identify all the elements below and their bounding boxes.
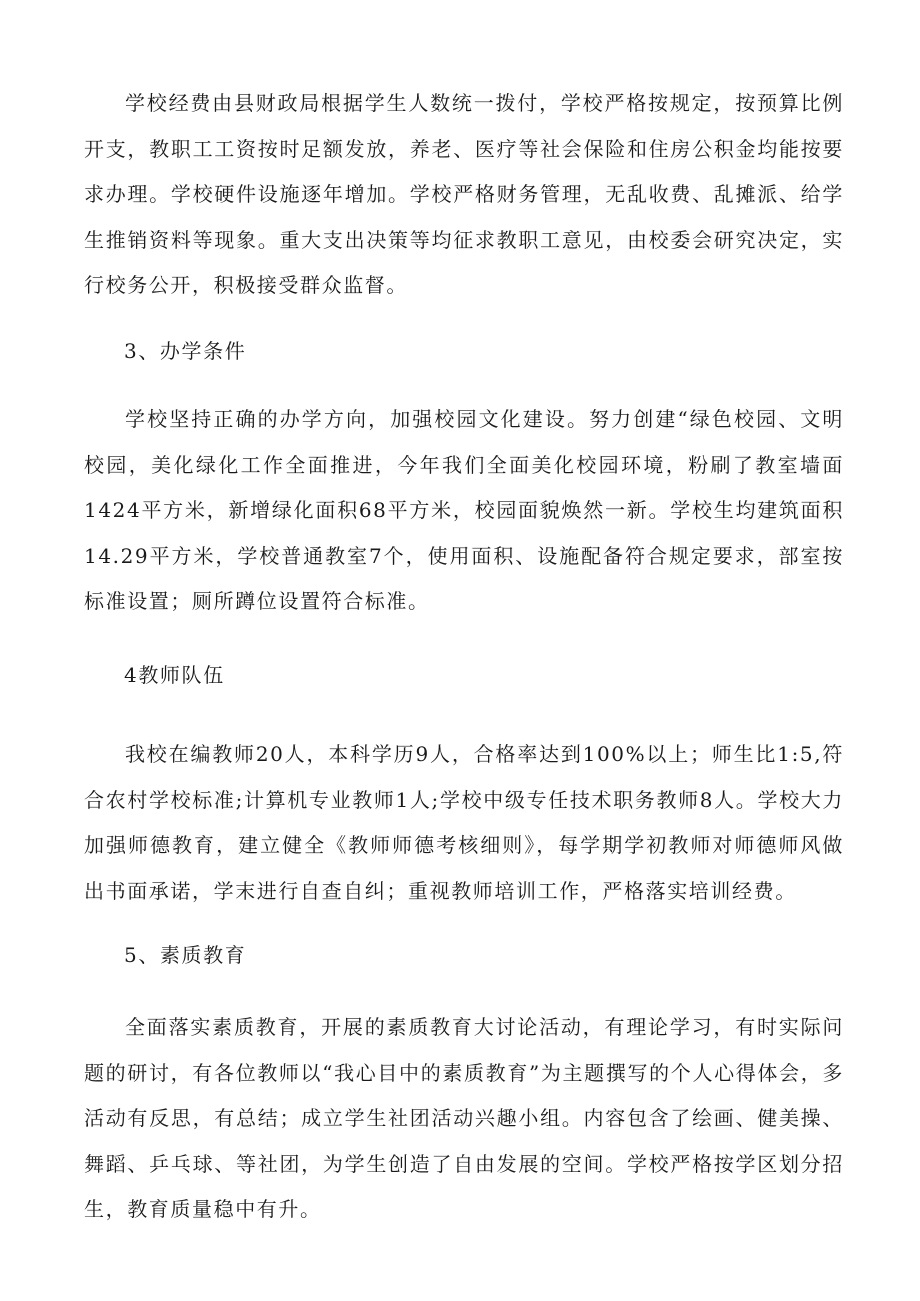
section-heading-quality: 5、素质教育	[124, 943, 247, 967]
paragraph-teachers: 我校在编教师20人，本科学历9人，合格率达到100%以上；师生比1:5,符合农村学校标准;计算机专业教师1人;学校中级专任技术职务教师8人。学校大力加强师德教育，建立健全《教师师德考核细则》，每学期学初教师对师德师风做出书面承诺，学末进行自查自纠；重视教师培训工作，严格落实培训经费。	[84, 742, 844, 903]
paragraph-conditions: 学校坚持正确的办学方向，加强校园文化建设。努力创建“绿色校园、文明校园，美化绿化工作全面推进，今年我们全面美化校园环境，粉刷了教室墙面1424平方米，新增绿化面积68平方米，校园面貌焕然一新。学校生均建筑面积14.29平方米，学校普通教室7个，使用面积、设施配备符合规定要求，部室按标准设置；厕所蹲位设置符合标准。	[84, 407, 844, 613]
section-heading-conditions: 3、办学条件	[124, 339, 247, 363]
section-heading-teachers: 4教师队伍	[124, 663, 225, 687]
paragraph-funding: 学校经费由县财政局根据学生人数统一拨付，学校严格按规定，按预算比例开支，教职工工资按时足额发放，养老、医疗等社会保险和住房公积金均能按要求办理。学校硬件设施逐年增加。学校严格财务管理，无乱收费、乱摊派、给学生推销资料等现象。重大支出决策等均征求教职工意见，由校委会研究决定，实行校务公开，积极接受群众监督。	[84, 91, 844, 297]
paragraph-quality: 全面落实素质教育，开展的素质教育大讨论活动，有理论学习，有时实际问题的研讨，有各位教师以“我心目中的素质教育”为主题撰写的个人心得体会，多活动有反思，有总结；成立学生社团活动兴趣小组。内容包含了绘画、健美操、舞蹈、乒乓球、等社团，为学生创造了自由发展的空间。学校严格按学区划分招生，教育质量稳中有升。	[84, 1015, 844, 1221]
